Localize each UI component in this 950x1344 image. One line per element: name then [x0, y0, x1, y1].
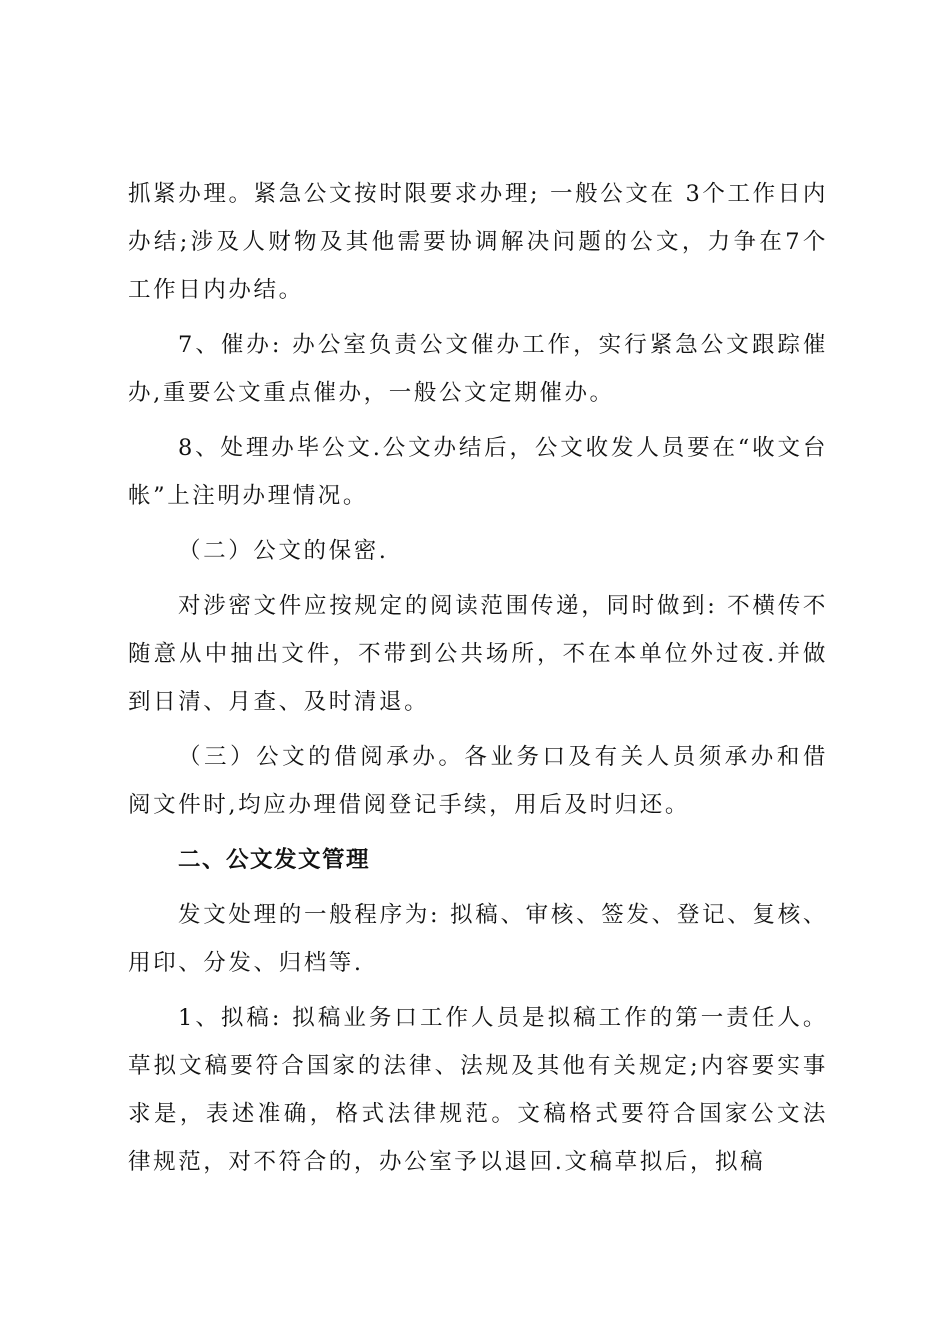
document-body: [128, 170, 828, 1193]
paragraph-procedure: 发文处理的一般程序为: 拟稿、审核、签发、登记、复核、用印、分发、归档等.: [128, 902, 828, 976]
subheading-confidentiality: （二）公文的保密.: [178, 538, 389, 564]
paragraph-borrowing: （三）公文的借阅承办。各业务口及有关人员须承办和借阅文件时,均应办理借阅登记手续，用后及时归还。: [128, 744, 828, 818]
paragraph-finished-documents: 8、处理办毕公文.公文办结后，公文收发人员要在“收文台帐”上注明办理情况。: [128, 435, 828, 509]
paragraph-confidential-files: 对涉密文件应按规定的阅读范围传递，同时做到: 不横传不随意从中抽出文件，不带到公共场所，不在本单位外过夜.并做到日清、月查、及时清退。: [128, 593, 828, 715]
section-heading-outgoing-documents: 二、公文发文管理: [178, 847, 371, 873]
paragraph-continuation: 抓紧办理。紧急公文按时限要求办理; 一般公文在 3个工作日内办结;涉及人财物及其他需要协调解决问题的公文，力争在7个工作日内办结。: [128, 181, 828, 303]
paragraph-urging: 7、催办: 办公室负责公文催办工作，实行紧急公文跟踪催办,重要公文重点催办，一般公文定期催办。: [128, 332, 828, 406]
paragraph-drafting: 1、拟稿: 拟稿业务口工作人员是拟稿工作的第一责任人。草拟文稿要符合国家的法律、法规及其他有关规定;内容要实事求是，表述准确，格式法律规范。文稿格式要符合国家公文法律规范，对不符合的，办公室予以退回.文稿草拟后，拟稿: [128, 1005, 828, 1175]
